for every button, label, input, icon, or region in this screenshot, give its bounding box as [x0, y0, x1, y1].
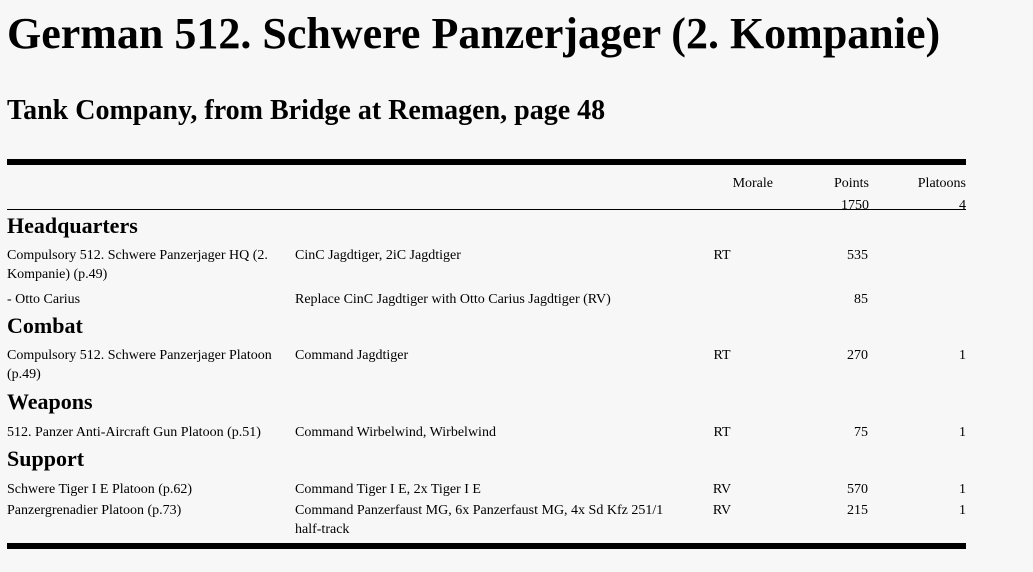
section-heading-weapons: Weapons: [7, 389, 93, 414]
force-list-table: [7, 159, 966, 549]
unit-name: Compulsory 512. Schwere Panzerjager HQ (2. Kompanie) (p.49): [7, 248, 268, 282]
unit-morale: RT: [713, 425, 731, 440]
unit-morale: RV: [712, 503, 732, 518]
unit-points: 570: [847, 482, 868, 497]
table-bottom-rule: [7, 543, 966, 549]
unit-platoons: 1: [959, 482, 966, 497]
unit-description: Command Wirbelwind, Wirbelwind: [295, 425, 496, 440]
section-heading-combat: Combat: [7, 313, 83, 338]
page-subtitle: Tank Company, from Bridge at Remagen, page 48: [7, 95, 606, 126]
unit-name: Schwere Tiger I E Platoon (p.62): [7, 482, 193, 497]
unit-platoons: [868, 246, 966, 286]
table-row: [7, 418, 966, 443]
unit-morale: RT: [713, 348, 731, 363]
platoons-column-header: Platoons: [917, 176, 966, 191]
table-row: [7, 286, 966, 310]
unit-name: Compulsory 512. Schwere Panzerjager Platoon (p.49): [7, 348, 272, 382]
total-platoons: 4: [959, 198, 966, 213]
section-heading-support: Support: [7, 446, 85, 471]
page-title: German 512. Schwere Panzerjager (2. Kompanie): [7, 9, 941, 58]
unit-points: 85: [854, 292, 868, 307]
unit-description: Replace CinC Jagdtiger with Otto Carius Jagdtiger (RV): [295, 292, 611, 307]
unit-name: 512. Panzer Anti-Aircraft Gun Platoon (p.51): [7, 425, 261, 440]
unit-morale: RT: [713, 248, 731, 263]
unit-description: Command Jagdtiger: [295, 348, 409, 363]
table-row: [7, 500, 966, 541]
unit-points: 75: [854, 425, 868, 440]
unit-morale: [672, 290, 772, 310]
total-points: 1750: [841, 198, 869, 213]
unit-name: Panzergrenadier Platoon (p.73): [7, 503, 182, 518]
unit-points: 535: [847, 248, 868, 263]
unit-platoons: 1: [959, 425, 966, 440]
unit-name: - Otto Carius: [7, 292, 81, 307]
table-row: [7, 242, 966, 286]
unit-points: 270: [847, 348, 868, 363]
unit-description: Command Panzerfaust MG, 6x Panzerfaust MG, 4x Sd Kfz 251/1 half-track: [295, 503, 664, 537]
points-column-header: Points: [833, 176, 869, 191]
unit-platoons: 1: [959, 348, 966, 363]
table-row: [7, 342, 966, 386]
table-row: [7, 475, 966, 500]
unit-points: 215: [847, 503, 868, 518]
morale-column-header: Morale: [732, 176, 773, 191]
unit-description: Command Tiger I E, 2x Tiger I E: [295, 482, 481, 497]
unit-platoons: 1: [959, 503, 966, 518]
unit-morale: RV: [712, 482, 732, 497]
unit-platoons: [868, 290, 966, 310]
table-header: [7, 165, 966, 213]
section-heading-headquarters: Headquarters: [7, 213, 138, 238]
unit-description: CinC Jagdtiger, 2iC Jagdtiger: [295, 248, 461, 263]
